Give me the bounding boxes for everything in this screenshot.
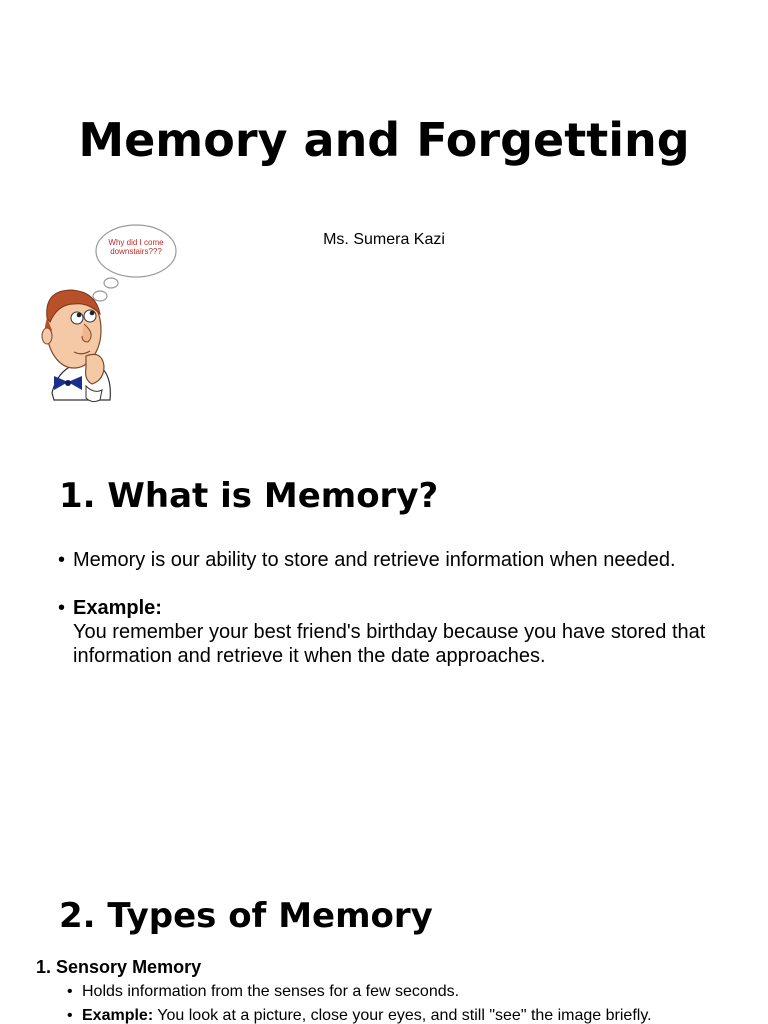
slide-heading: 1. What is Memory?: [59, 476, 439, 516]
memory-types-list: [36, 954, 736, 1024]
memory-type-title: Sensory Memory: [56, 957, 202, 977]
what-is-memory-slide: [0, 420, 768, 860]
thought-bubble-text: Why did I come downstairs???: [108, 238, 164, 256]
detail-example-bullet: [36, 1004, 736, 1024]
example-label: • Example:: [73, 597, 162, 619]
presenter-name: Ms. Sumera Kazi: [323, 231, 445, 248]
definition-bullet: [58, 548, 728, 572]
types-of-memory-slide: [0, 860, 768, 1024]
title-slide: [0, 0, 768, 420]
detail-bullet: [36, 980, 736, 1004]
example-bullet: [58, 596, 728, 668]
definition-bullets: [58, 548, 728, 692]
detail-example-label: Example:: [82, 1007, 154, 1024]
memory-type-details: [36, 980, 736, 1024]
detail-text: Holds information from the senses for a few seconds.: [82, 983, 460, 1000]
memory-type-heading: [36, 954, 736, 980]
slide-heading: 2. Types of Memory: [59, 896, 433, 936]
memory-type-number: 1.: [36, 957, 52, 977]
example-text: You remember your best friend's birthday because you have stored that information and retrieve it when the date approaches.: [73, 621, 706, 667]
definition-text: Memory is our ability to store and retrieve information when needed.: [73, 549, 676, 571]
detail-example-text: You look at a picture, close your eyes, and still "see" the image briefly.: [157, 1007, 652, 1024]
presentation-title: Memory and Forgetting: [78, 113, 690, 167]
